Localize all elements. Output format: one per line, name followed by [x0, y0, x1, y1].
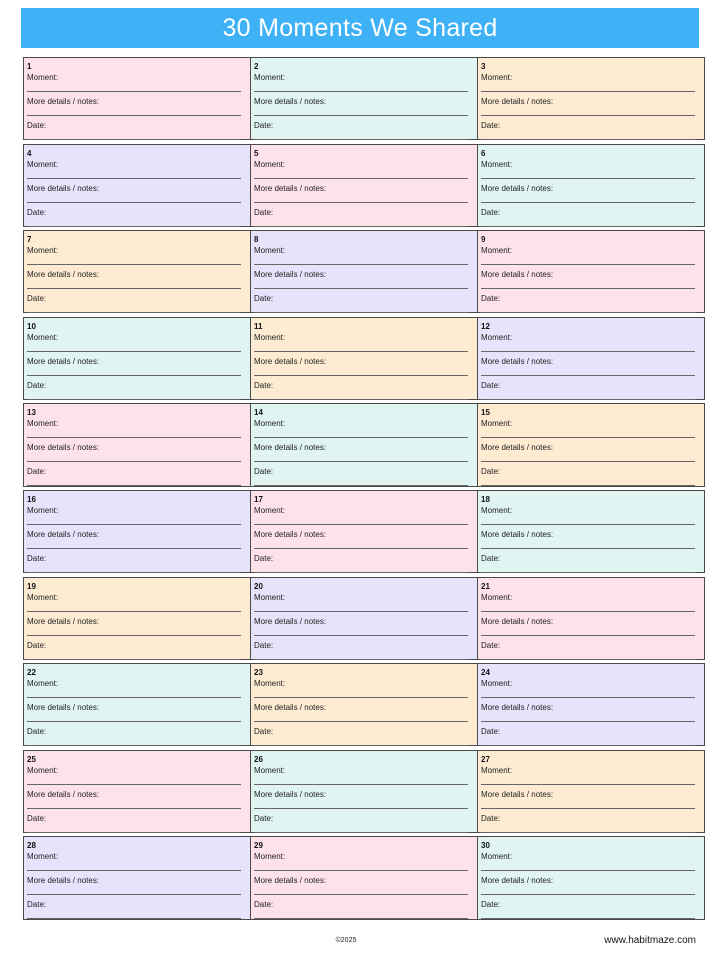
- moment-label: Moment:: [27, 73, 59, 82]
- details-write-line[interactable]: [254, 808, 468, 809]
- moments-grid: [23, 57, 704, 920]
- date-label: Date:: [254, 813, 274, 823]
- details-write-line[interactable]: [254, 202, 468, 203]
- details-write-line[interactable]: [254, 115, 468, 116]
- date-label: Date:: [254, 294, 274, 304]
- date-write-line[interactable]: [27, 918, 241, 919]
- moment-number: 22: [27, 668, 36, 678]
- date-write-line[interactable]: [254, 139, 468, 140]
- moment-number: 10: [27, 321, 36, 331]
- moment-write-line[interactable]: [481, 178, 695, 179]
- details-label: More details / notes:: [254, 183, 327, 193]
- details-label: More details / notes:: [481, 876, 554, 886]
- moment-number: 19: [27, 581, 36, 591]
- moment-card: [23, 57, 251, 140]
- moment-label: Moment:: [27, 419, 59, 429]
- date-write-line[interactable]: [27, 572, 241, 573]
- date-label: Date:: [481, 294, 501, 304]
- moment-write-line[interactable]: [27, 264, 241, 265]
- moment-card: [23, 577, 251, 660]
- date-label: Date:: [27, 813, 47, 823]
- details-label: More details / notes:: [254, 876, 327, 886]
- details-label: More details / notes:: [254, 97, 327, 106]
- moment-number: 18: [481, 494, 490, 504]
- moment-card: [477, 317, 705, 400]
- moment-write-line[interactable]: [481, 524, 695, 525]
- moment-card: [477, 57, 705, 140]
- moment-number: 1: [27, 62, 32, 71]
- date-write-line[interactable]: [254, 832, 468, 833]
- details-write-line[interactable]: [254, 894, 468, 895]
- moment-card: [250, 663, 478, 746]
- details-write-line[interactable]: [27, 288, 241, 289]
- moment-card: [477, 577, 705, 660]
- moment-write-line[interactable]: [254, 91, 468, 92]
- moment-card: [250, 836, 478, 919]
- moment-label: Moment:: [27, 592, 59, 602]
- moment-write-line[interactable]: [254, 524, 468, 525]
- moment-number: 25: [27, 754, 36, 764]
- date-label: Date:: [254, 640, 274, 650]
- moment-write-line[interactable]: [481, 437, 695, 438]
- page-title: 30 Moments We Shared: [222, 13, 498, 42]
- details-write-line[interactable]: [481, 635, 695, 636]
- moment-write-line[interactable]: [27, 178, 241, 179]
- moment-card: [250, 577, 478, 660]
- moment-write-line[interactable]: [254, 264, 468, 265]
- moment-number: 26: [254, 754, 263, 764]
- details-write-line[interactable]: [254, 288, 468, 289]
- moment-number: 29: [254, 841, 263, 851]
- date-label: Date:: [481, 900, 501, 910]
- moment-label: Moment:: [254, 592, 286, 602]
- moment-label: Moment:: [481, 852, 513, 862]
- details-label: More details / notes:: [27, 443, 100, 453]
- moment-card: [23, 663, 251, 746]
- moment-write-line[interactable]: [481, 870, 695, 871]
- date-write-line[interactable]: [481, 572, 695, 573]
- moment-write-line[interactable]: [27, 437, 241, 438]
- moment-number: 17: [254, 494, 263, 504]
- details-label: More details / notes:: [254, 270, 327, 280]
- date-write-line[interactable]: [254, 485, 468, 486]
- details-label: More details / notes:: [481, 616, 554, 626]
- date-label: Date:: [27, 900, 47, 910]
- date-write-line[interactable]: [254, 399, 468, 400]
- moment-write-line[interactable]: [481, 611, 695, 612]
- date-label: Date:: [481, 553, 501, 563]
- moment-write-line[interactable]: [254, 784, 468, 785]
- date-write-line[interactable]: [254, 918, 468, 919]
- moment-write-line[interactable]: [27, 697, 241, 698]
- moment-card: [250, 144, 478, 227]
- moment-card: [23, 403, 251, 486]
- date-label: Date:: [254, 380, 274, 390]
- moment-card: [23, 317, 251, 400]
- date-label: Date:: [481, 380, 501, 390]
- details-label: More details / notes:: [254, 356, 327, 366]
- date-write-line[interactable]: [254, 572, 468, 573]
- moment-card: [477, 403, 705, 486]
- details-write-line[interactable]: [254, 721, 468, 722]
- date-label: Date:: [481, 813, 501, 823]
- moment-number: 8: [254, 235, 259, 245]
- moment-write-line[interactable]: [254, 437, 468, 438]
- date-label: Date:: [481, 640, 501, 650]
- date-write-line[interactable]: [27, 745, 241, 746]
- moment-label: Moment:: [481, 505, 513, 515]
- date-write-line[interactable]: [254, 226, 468, 227]
- details-write-line[interactable]: [27, 375, 241, 376]
- date-write-line[interactable]: [481, 139, 695, 140]
- details-write-line[interactable]: [481, 375, 695, 376]
- details-label: More details / notes:: [481, 789, 554, 799]
- date-write-line[interactable]: [254, 745, 468, 746]
- moment-number: 6: [481, 148, 486, 158]
- moment-write-line[interactable]: [481, 697, 695, 698]
- moment-number: 12: [481, 321, 490, 331]
- details-write-line[interactable]: [27, 635, 241, 636]
- date-label: Date:: [27, 294, 47, 304]
- moment-number: 9: [481, 235, 486, 245]
- moment-label: Moment:: [27, 332, 59, 342]
- moment-label: Moment:: [27, 159, 59, 169]
- moment-number: 11: [254, 321, 263, 331]
- date-label: Date:: [481, 727, 501, 737]
- details-write-line[interactable]: [254, 461, 468, 462]
- details-label: More details / notes:: [27, 876, 100, 886]
- moment-label: Moment:: [27, 765, 59, 775]
- details-label: More details / notes:: [27, 789, 100, 799]
- details-write-line[interactable]: [481, 115, 695, 116]
- moment-number: 20: [254, 581, 263, 591]
- details-write-line[interactable]: [481, 461, 695, 462]
- site-url: www.habitmaze.com: [604, 935, 696, 946]
- date-label: Date:: [254, 553, 274, 563]
- details-label: More details / notes:: [254, 443, 327, 453]
- moment-write-line[interactable]: [254, 351, 468, 352]
- moment-write-line[interactable]: [27, 611, 241, 612]
- moment-card: [477, 144, 705, 227]
- date-write-line[interactable]: [254, 659, 468, 660]
- moment-label: Moment:: [481, 765, 513, 775]
- details-label: More details / notes:: [27, 703, 100, 713]
- details-label: More details / notes:: [481, 529, 554, 539]
- moment-label: Moment:: [481, 332, 513, 342]
- details-label: More details / notes:: [27, 183, 100, 193]
- details-write-line[interactable]: [27, 115, 241, 116]
- moment-label: Moment:: [254, 852, 286, 862]
- moment-write-line[interactable]: [254, 611, 468, 612]
- details-write-line[interactable]: [27, 894, 241, 895]
- details-write-line[interactable]: [481, 894, 695, 895]
- moment-card: [477, 663, 705, 746]
- date-write-line[interactable]: [481, 312, 695, 313]
- date-write-line[interactable]: [481, 832, 695, 833]
- moment-label: Moment:: [254, 159, 286, 169]
- moment-number: 14: [254, 408, 263, 418]
- details-label: More details / notes:: [254, 703, 327, 713]
- moment-number: 3: [481, 62, 486, 71]
- details-write-line[interactable]: [27, 461, 241, 462]
- moment-label: Moment:: [254, 332, 286, 342]
- date-label: Date:: [254, 727, 274, 737]
- details-label: More details / notes:: [27, 356, 100, 366]
- moment-write-line[interactable]: [254, 697, 468, 698]
- date-label: Date:: [27, 640, 47, 650]
- moment-number: 15: [481, 408, 490, 418]
- date-write-line[interactable]: [481, 745, 695, 746]
- date-write-line[interactable]: [254, 312, 468, 313]
- moment-number: 21: [481, 581, 490, 591]
- details-label: More details / notes:: [481, 183, 554, 193]
- date-label: Date:: [254, 207, 274, 217]
- moment-label: Moment:: [254, 246, 286, 256]
- moment-number: 4: [27, 148, 32, 158]
- date-write-line[interactable]: [481, 399, 695, 400]
- details-write-line[interactable]: [254, 635, 468, 636]
- moment-write-line[interactable]: [481, 784, 695, 785]
- moment-label: Moment:: [481, 592, 513, 602]
- moment-label: Moment:: [481, 73, 513, 82]
- moment-write-line[interactable]: [27, 784, 241, 785]
- date-label: Date:: [254, 121, 274, 130]
- moment-number: 16: [27, 494, 36, 504]
- moment-write-line[interactable]: [254, 178, 468, 179]
- moment-card: [477, 750, 705, 833]
- date-label: Date:: [254, 467, 274, 477]
- details-write-line[interactable]: [481, 721, 695, 722]
- moment-card: [250, 317, 478, 400]
- moment-card: [250, 750, 478, 833]
- date-label: Date:: [27, 467, 47, 477]
- date-write-line[interactable]: [481, 485, 695, 486]
- moment-card: [23, 836, 251, 919]
- moment-label: Moment:: [481, 246, 513, 256]
- details-label: More details / notes:: [254, 616, 327, 626]
- date-label: Date:: [27, 553, 47, 563]
- details-label: More details / notes:: [481, 270, 554, 280]
- moment-number: 7: [27, 235, 32, 245]
- moment-card: [477, 230, 705, 313]
- moment-number: 13: [27, 408, 36, 418]
- date-write-line[interactable]: [481, 918, 695, 919]
- moment-label: Moment:: [254, 505, 286, 515]
- details-label: More details / notes:: [481, 356, 554, 366]
- details-write-line[interactable]: [254, 548, 468, 549]
- moment-card: [250, 403, 478, 486]
- moment-write-line[interactable]: [27, 524, 241, 525]
- date-write-line[interactable]: [481, 659, 695, 660]
- details-write-line[interactable]: [481, 202, 695, 203]
- details-write-line[interactable]: [481, 548, 695, 549]
- moment-card: [23, 230, 251, 313]
- moment-card: [23, 490, 251, 573]
- moment-write-line[interactable]: [27, 351, 241, 352]
- moment-number: 2: [254, 62, 259, 71]
- details-write-line[interactable]: [481, 288, 695, 289]
- date-label: Date:: [27, 727, 47, 737]
- moment-write-line[interactable]: [481, 264, 695, 265]
- moment-card: [477, 836, 705, 919]
- moment-label: Moment:: [254, 765, 286, 775]
- date-write-line[interactable]: [27, 485, 241, 486]
- date-write-line[interactable]: [27, 139, 241, 140]
- date-write-line[interactable]: [27, 399, 241, 400]
- moment-card: [250, 490, 478, 573]
- moment-card: [23, 144, 251, 227]
- moment-card: [250, 230, 478, 313]
- page-title-banner: [21, 8, 699, 48]
- moment-write-line[interactable]: [27, 870, 241, 871]
- details-label: More details / notes:: [27, 270, 100, 280]
- moment-write-line[interactable]: [481, 91, 695, 92]
- moment-label: Moment:: [27, 246, 59, 256]
- date-label: Date:: [481, 207, 501, 217]
- date-write-line[interactable]: [27, 659, 241, 660]
- date-label: Date:: [254, 900, 274, 910]
- moment-write-line[interactable]: [481, 351, 695, 352]
- moment-label: Moment:: [254, 679, 286, 689]
- date-label: Date:: [27, 380, 47, 390]
- moment-label: Moment:: [27, 679, 59, 689]
- date-write-line[interactable]: [27, 312, 241, 313]
- moment-card: [477, 490, 705, 573]
- details-label: More details / notes:: [254, 789, 327, 799]
- copyright: ©2025: [335, 937, 357, 944]
- details-write-line[interactable]: [481, 808, 695, 809]
- moment-label: Moment:: [254, 419, 286, 429]
- moment-card: [23, 750, 251, 833]
- moment-number: 24: [481, 668, 490, 678]
- details-write-line[interactable]: [27, 548, 241, 549]
- details-label: More details / notes:: [254, 529, 327, 539]
- date-label: Date:: [481, 467, 501, 477]
- details-label: More details / notes:: [481, 443, 554, 453]
- moment-number: 30: [481, 841, 490, 851]
- moment-number: 27: [481, 754, 490, 764]
- details-label: More details / notes:: [481, 97, 554, 106]
- moment-write-line[interactable]: [254, 870, 468, 871]
- details-write-line[interactable]: [27, 808, 241, 809]
- date-label: Date:: [481, 121, 501, 130]
- details-write-line[interactable]: [27, 202, 241, 203]
- details-label: More details / notes:: [27, 616, 100, 626]
- details-label: More details / notes:: [27, 529, 100, 539]
- date-label: Date:: [27, 207, 47, 217]
- moment-label: Moment:: [481, 159, 513, 169]
- moment-card: [250, 57, 478, 140]
- date-write-line[interactable]: [27, 832, 241, 833]
- moment-label: Moment:: [481, 419, 513, 429]
- moment-number: 23: [254, 668, 263, 678]
- details-write-line[interactable]: [254, 375, 468, 376]
- details-label: More details / notes:: [481, 703, 554, 713]
- date-label: Date:: [27, 121, 47, 130]
- details-write-line[interactable]: [27, 721, 241, 722]
- moment-number: 28: [27, 841, 36, 851]
- moment-label: Moment:: [481, 679, 513, 689]
- moment-label: Moment:: [254, 73, 286, 82]
- date-write-line[interactable]: [481, 226, 695, 227]
- date-write-line[interactable]: [27, 226, 241, 227]
- moment-number: 5: [254, 148, 259, 158]
- moment-label: Moment:: [27, 505, 59, 515]
- moment-write-line[interactable]: [27, 91, 241, 92]
- moment-label: Moment:: [27, 852, 59, 862]
- details-label: More details / notes:: [27, 97, 100, 106]
